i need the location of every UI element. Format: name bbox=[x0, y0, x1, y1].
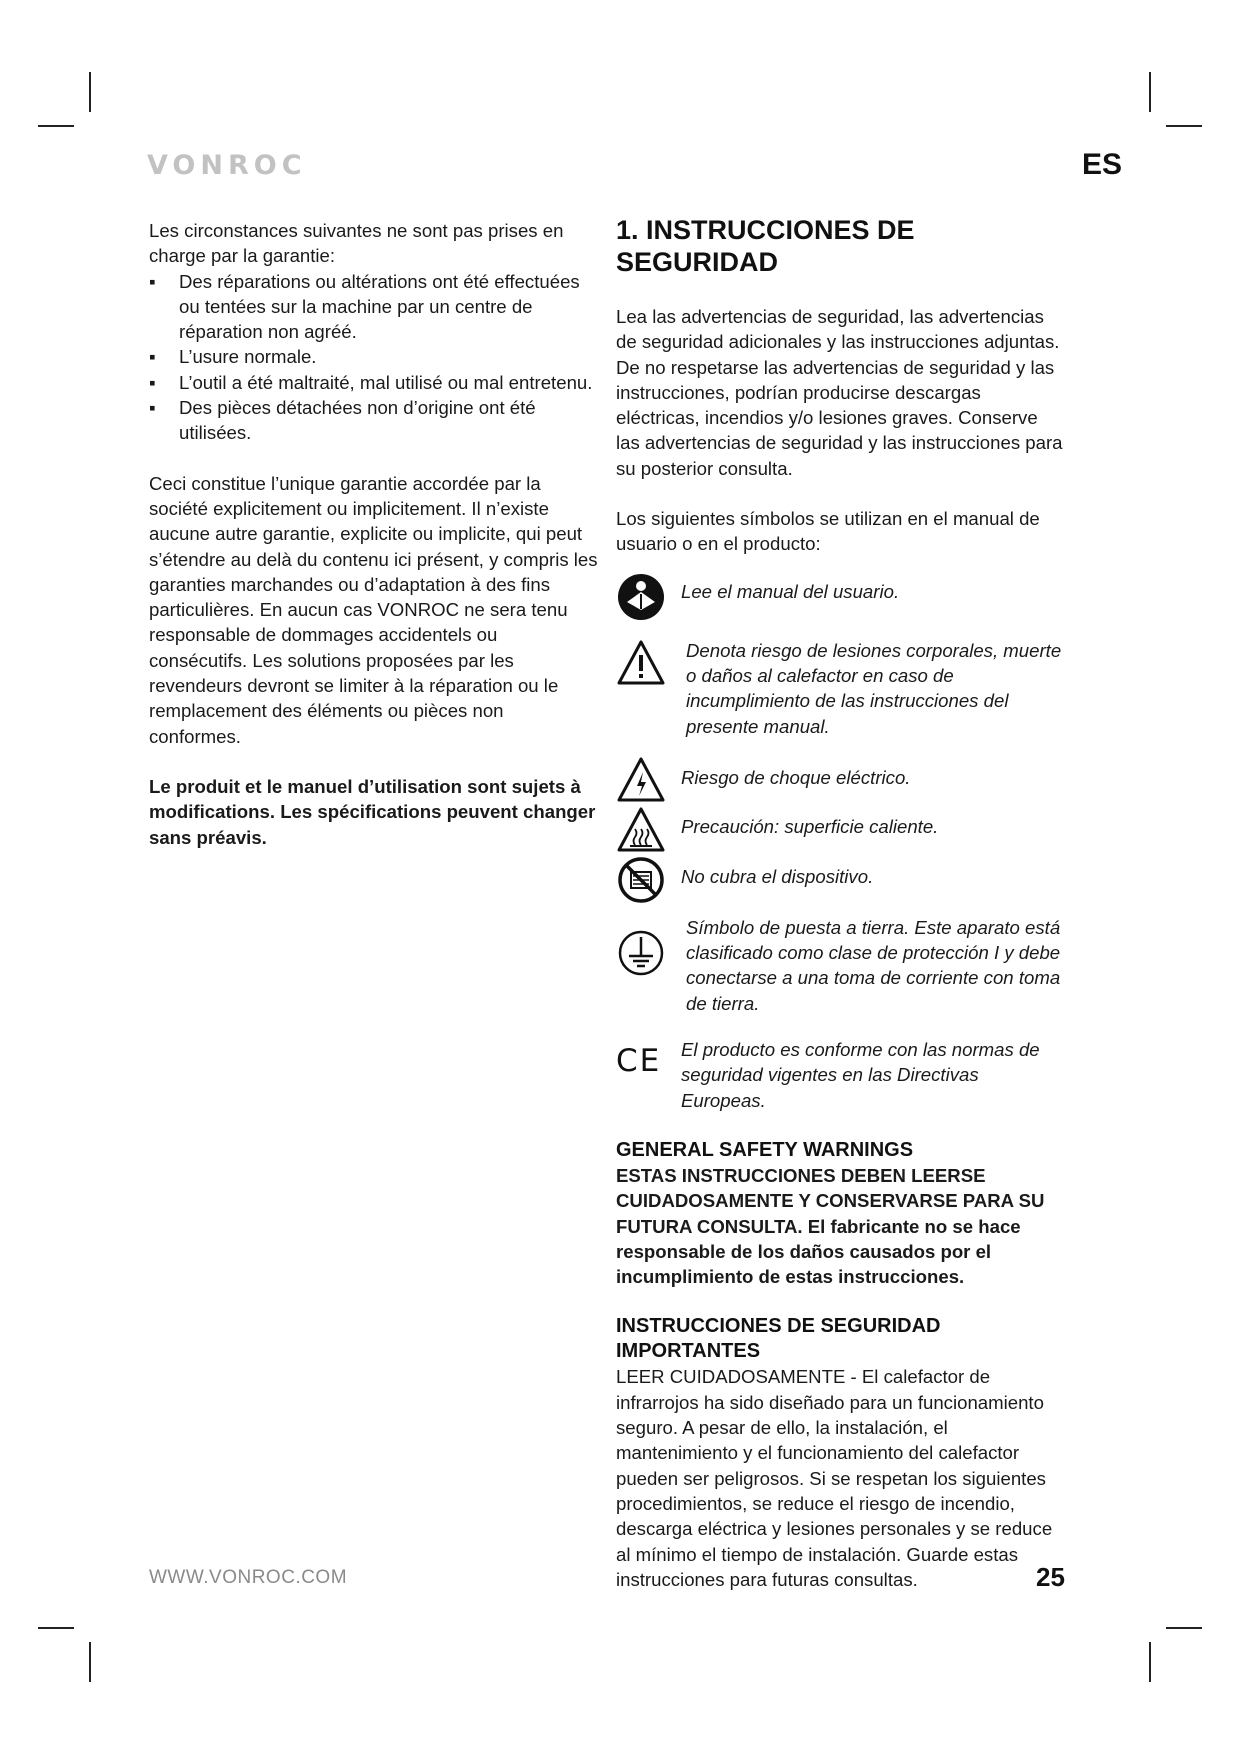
important-instructions-heading: INSTRUCCIONES DE SEGURIDAD IMPORTANTES bbox=[616, 1315, 941, 1363]
crop-mark bbox=[1166, 1627, 1202, 1629]
crop-mark bbox=[1149, 1642, 1151, 1682]
symbol-row bbox=[616, 855, 1066, 905]
general-safety-heading: GENERAL SAFETY WARNINGS bbox=[616, 1138, 914, 1161]
hot-surface-icon bbox=[616, 805, 666, 855]
bullet-icon: ▪ bbox=[149, 397, 156, 419]
bullet-icon: ▪ bbox=[149, 371, 156, 393]
do-not-cover-icon bbox=[616, 855, 666, 905]
crop-mark bbox=[1149, 72, 1151, 112]
list-item: ▪ Des réparations ou altérations ont été effectuées ou tentées sur la machine par un centre de réparation non agréé. bbox=[149, 270, 580, 343]
crop-mark bbox=[1166, 125, 1202, 127]
crop-mark bbox=[38, 1627, 74, 1629]
safety-intro: Lea las advertencias de seguridad, las advertencias de seguridad adicionales y las instrucciones adjuntas. De no respetarse las advertencias de seguridad y las instrucciones, podrían producirse descargas eléctricas, incendios y/o lesiones graves. Conserve las advertencias de seguridad y las instrucciones para su posterior consulta. bbox=[616, 306, 1063, 479]
important-instructions-text: LEER CUIDADOSAMENTE - El calefactor de infrarrojos ha sido diseñado para un funcionamiento seguro. A pesar de ello, la instalación, el mantenimiento y el funcionamiento del calefactor pueden ser peligrosos. Si se respetan los siguientes procedimientos, se reduce el riesgo de incendio, descarga eléctrica y lesiones personales y se reduce al mínimo el tiempo de instalación. Guarde estas instrucciones para futuras consultas. bbox=[616, 1366, 1053, 1590]
list-item: ▪ Des pièces détachées non d’origine ont été utilisées. bbox=[149, 397, 536, 444]
warning-triangle-icon bbox=[616, 638, 666, 688]
brand-logo: VONROC bbox=[147, 150, 307, 181]
symbol-row bbox=[616, 1037, 1066, 1113]
warranty-intro: Les circonstances suivantes ne sont pas prises en charge par la garantie: bbox=[149, 220, 564, 267]
ce-mark-icon bbox=[616, 1037, 666, 1087]
modification-notice: Le produit et le manuel d’utilisation sont sujets à modifications. Les spécifications peuvent changer sans préavis. bbox=[149, 775, 596, 848]
read-manual-icon bbox=[616, 572, 666, 622]
list-item: ▪ L’outil a été maltraité, mal utilisé ou mal entretenu. bbox=[149, 370, 599, 395]
footer-url: WWW.VONROC.COM bbox=[149, 1567, 348, 1588]
crop-mark bbox=[89, 72, 91, 112]
left-column bbox=[149, 218, 599, 850]
general-safety-text: ESTAS INSTRUCCIONES DEBEN LEERSE CUIDADOSAMENTE Y CONSERVARSE PARA SU FUTURA CONSULTA. El fabricante no se hace responsable de los daños causados por el incumplimiento de estas instrucciones. bbox=[616, 1164, 1045, 1288]
warranty-exclusions-list bbox=[149, 269, 599, 446]
symbol-text: Precaución: superficie caliente. bbox=[681, 815, 939, 837]
bullet-icon: ▪ bbox=[149, 346, 156, 368]
symbol-text: No cubra el dispositivo. bbox=[681, 865, 874, 887]
crop-mark bbox=[38, 125, 74, 127]
symbol-row bbox=[616, 638, 1066, 739]
section-title: 1. INSTRUCCIONES DE SEGURIDAD bbox=[616, 215, 915, 277]
language-code: ES bbox=[1082, 148, 1123, 181]
symbols-intro: Los siguientes símbolos se utilizan en el manual de usuario o en el producto: bbox=[616, 508, 1040, 555]
page-number: 25 bbox=[1036, 1562, 1065, 1592]
symbol-row bbox=[616, 915, 1066, 1016]
electric-shock-icon bbox=[616, 755, 666, 805]
symbol-row bbox=[616, 755, 1066, 805]
bullet-icon: ▪ bbox=[149, 270, 156, 292]
symbol-text: El producto es conforme con las normas de seguridad vigentes en las Directivas Europeas. bbox=[681, 1039, 1040, 1111]
warranty-paragraph: Ceci constitue l’unique garantie accordée par la société explicitement ou implicitement. Il n’existe aucune autre garantie, explicite ou implicite, qui peut s’étendre au delà du contenu ici présent, y compris les garanties marchandes ou d’adaptation à des fins particulières. En aucun cas VONROC ne sera tenu responsable de dommages accidentels ou consécutifs. Les solutions proposées par les revendeurs devront se limiter à la réparation ou le remplacement des éléments ou pièces non conformes. bbox=[149, 472, 598, 747]
symbol-text: Riesgo de choque eléctrico. bbox=[681, 766, 911, 788]
symbol-row bbox=[616, 805, 1066, 855]
right-column bbox=[616, 214, 1066, 1592]
symbol-row bbox=[616, 572, 1066, 622]
symbol-text: Denota riesgo de lesiones corporales, muerte o daños al calefactor en caso de incumplimiento de las instrucciones del presente manual. bbox=[686, 639, 1062, 737]
list-item: ▪ L’usure normale. bbox=[149, 344, 599, 369]
symbol-text: Símbolo de puesta a tierra. Este aparato está clasificado como clase de protección I y debe conectarse a una toma de corriente con toma de tierra. bbox=[686, 916, 1061, 1014]
symbol-text: Lee el manual del usuario. bbox=[681, 580, 900, 602]
crop-mark bbox=[89, 1642, 91, 1682]
ce-mark-label: CE bbox=[616, 1043, 662, 1080]
earth-ground-icon bbox=[616, 928, 666, 978]
